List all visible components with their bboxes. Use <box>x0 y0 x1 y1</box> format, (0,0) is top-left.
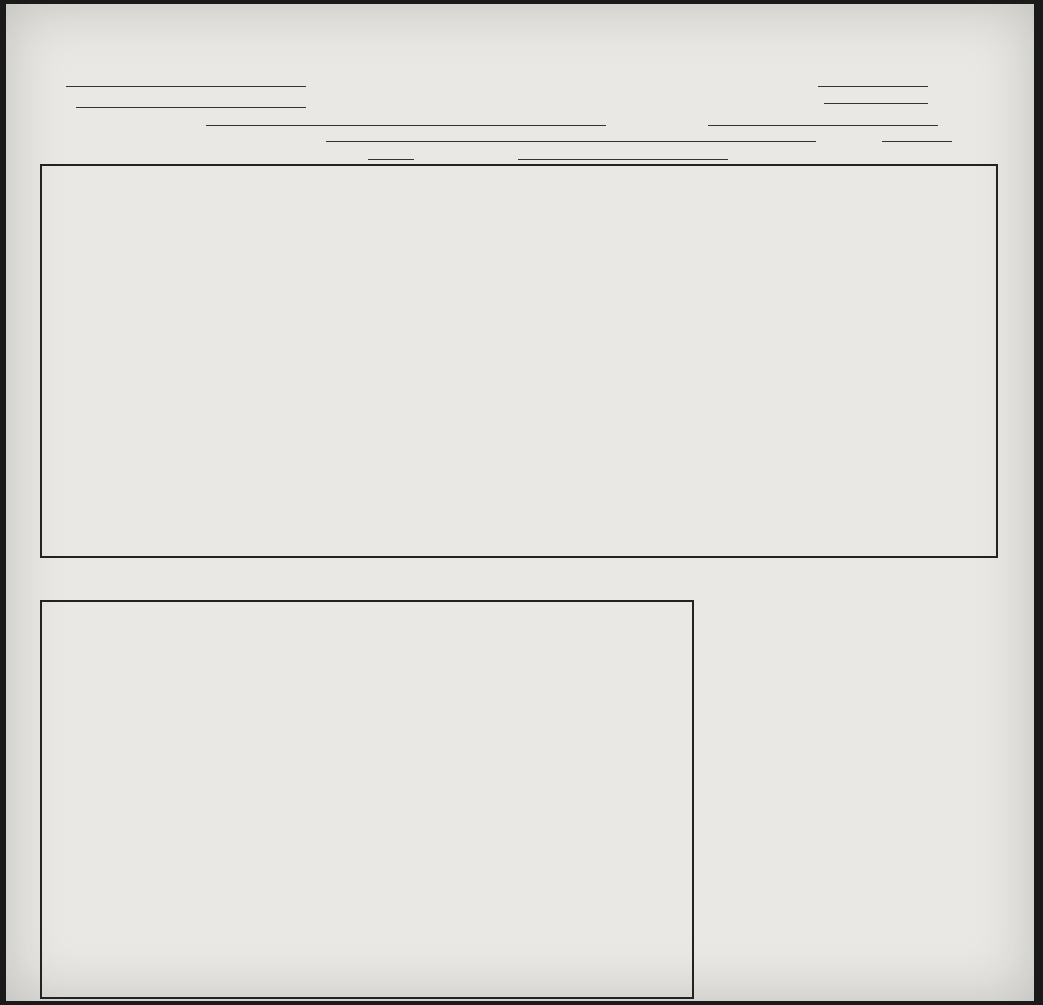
indian-inquiries-table <box>40 600 694 999</box>
population-table <box>40 164 998 558</box>
census-sheet <box>6 4 1034 1001</box>
instructions-body <box>706 634 996 994</box>
